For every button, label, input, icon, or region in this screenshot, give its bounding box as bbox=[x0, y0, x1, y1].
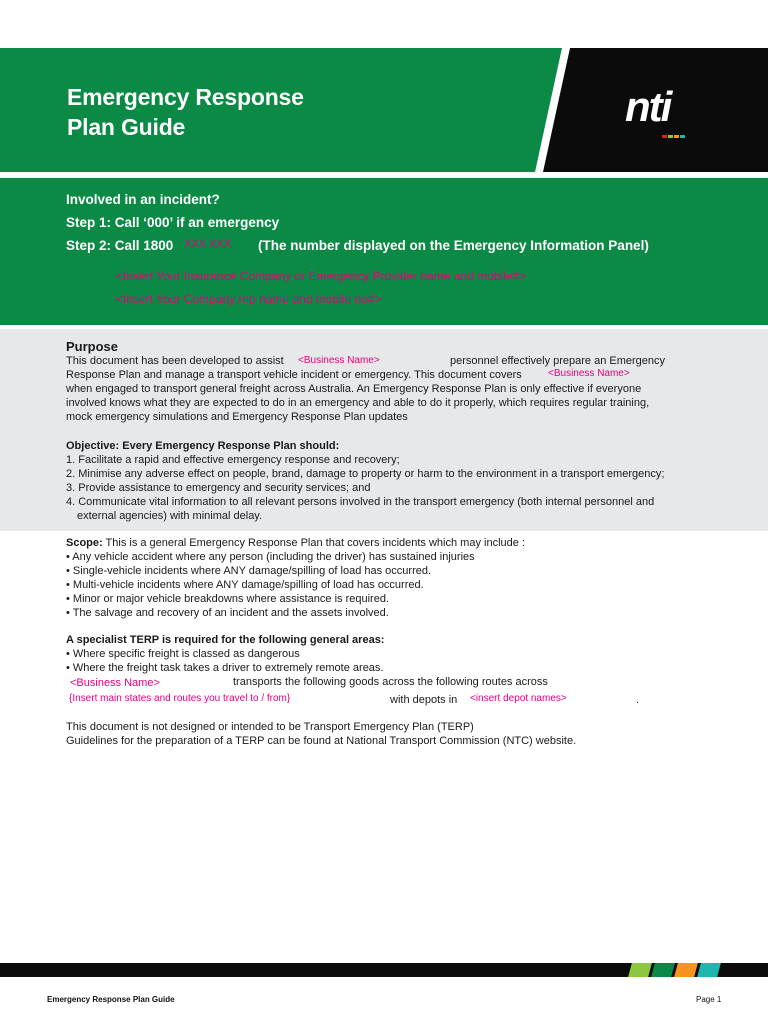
terp-note-line-2: Guidelines for the preparation of a TERP can be found at National Transport Commission (NTC) website. bbox=[66, 735, 577, 747]
objective-item-continuation: external agencies) with minimal delay. bbox=[77, 510, 263, 522]
purpose-heading: Purpose bbox=[66, 339, 119, 354]
routes-placeholder: {Insert main states and routes you travel to / from} bbox=[69, 693, 291, 704]
scope-item: • Any vehicle accident where any person (including the driver) has sustained injuries bbox=[66, 551, 475, 563]
purpose-line-1 bbox=[66, 354, 706, 368]
terp-item: • Where the freight task takes a driver to extremely remote areas. bbox=[66, 662, 384, 674]
footer-tab bbox=[674, 963, 698, 977]
business-name-placeholder: <Business Name> bbox=[298, 355, 380, 366]
business-name-placeholder: <Business Name> bbox=[70, 677, 160, 689]
objective-section bbox=[66, 439, 706, 523]
footer-tab bbox=[628, 963, 652, 977]
footer-tab bbox=[651, 963, 675, 977]
terp-section bbox=[66, 633, 706, 707]
objective-item: 4. Communicate vital information to all relevant persons involved in the transport emergency (both internal personnel and bbox=[66, 496, 655, 508]
scope-section bbox=[66, 536, 706, 620]
scope-intro: This is a general Emergency Response Plan that covers incidents which may include : bbox=[105, 537, 525, 549]
incident-heading: Involved in an incident? bbox=[66, 192, 220, 207]
scope-item: • Minor or major vehicle breakdowns where assistance is required. bbox=[66, 593, 389, 605]
step-2-prefix: Step 2: Call 1800 bbox=[66, 238, 174, 253]
scope-item: • The salvage and recovery of an incident and the assets involved. bbox=[66, 607, 389, 619]
depot-names-placeholder: <insert depot names> bbox=[470, 693, 567, 704]
logo-color-dots bbox=[662, 125, 686, 129]
terp-note bbox=[66, 720, 706, 748]
step-2-suffix: (The number displayed on the Emergency Information Panel) bbox=[258, 238, 649, 253]
objective-item: 3. Provide assistance to emergency and security services; and bbox=[66, 482, 371, 494]
scope-item: • Single-vehicle incidents where ANY damage/spilling of load has occurred. bbox=[66, 565, 432, 577]
page-title bbox=[67, 82, 304, 142]
purpose-line-1-a: This document has been developed to assist bbox=[66, 355, 284, 367]
step-1: Step 1: Call ‘000’ if an emergency bbox=[66, 215, 280, 230]
title-line-1: Emergency Response bbox=[67, 84, 304, 110]
scope-label: Scope: bbox=[66, 537, 103, 549]
footer-document-title: Emergency Response Plan Guide bbox=[47, 995, 175, 1004]
terp-note-line-1: This document is not designed or intended to be Transport Emergency Plan (TERP) bbox=[66, 721, 474, 733]
company-rep-placeholder: <Insert Your Company rep name and mobile no#> bbox=[116, 292, 382, 306]
terp-heading: A specialist TERP is required for the following general areas: bbox=[66, 634, 385, 646]
terp-goods-text: transports the following goods across the following routes across bbox=[233, 676, 548, 688]
scope-intro-line bbox=[66, 536, 706, 550]
purpose-line-2 bbox=[66, 368, 706, 382]
title-line-2: Plan Guide bbox=[67, 114, 186, 140]
insurance-placeholder: <Insert Your Insurance Company or Emergency Provider name and mobile#> bbox=[116, 269, 527, 283]
terp-routes-end: . bbox=[636, 694, 640, 706]
purpose-line-4: involved knows what they are expected to do in an emergency and able to do it properly, which requires regular training, bbox=[66, 397, 650, 409]
objective-item: 1. Facilitate a rapid and effective emergency response and recovery; bbox=[66, 454, 400, 466]
scope-item: • Multi-vehicle incidents where ANY damage/spilling of load has occurred. bbox=[66, 579, 424, 591]
nti-logo: nti bbox=[625, 83, 671, 130]
footer-tab bbox=[697, 963, 721, 977]
purpose-line-2-a: Response Plan and manage a transport vehicle incident or emergency. This document covers bbox=[66, 369, 522, 381]
terp-goods-line bbox=[66, 675, 706, 691]
footer-page-number: Page 1 bbox=[696, 995, 722, 1004]
objective-item: 2. Minimise any adverse effect on people, brand, damage to property or harm to the environment in a transport emergency; bbox=[66, 468, 665, 480]
terp-routes-line bbox=[66, 691, 706, 707]
terp-depots-text: with depots in bbox=[390, 694, 458, 706]
step-2-number-placeholder: XXX XXX bbox=[184, 238, 232, 250]
purpose-section bbox=[66, 340, 706, 424]
purpose-line-1-b: personnel effectively prepare an Emergency bbox=[450, 355, 666, 367]
business-name-placeholder: <Business Name> bbox=[548, 368, 630, 379]
purpose-line-3: when engaged to transport general freight across Australia. An Emergency Response Plan is only effective if everyone bbox=[66, 383, 642, 395]
purpose-line-5: mock emergency simulations and Emergency Response Plan updates bbox=[66, 411, 408, 423]
terp-item: • Where specific freight is classed as dangerous bbox=[66, 648, 300, 660]
objective-heading: Objective: Every Emergency Response Plan should: bbox=[66, 440, 340, 452]
incident-panel bbox=[0, 178, 768, 325]
